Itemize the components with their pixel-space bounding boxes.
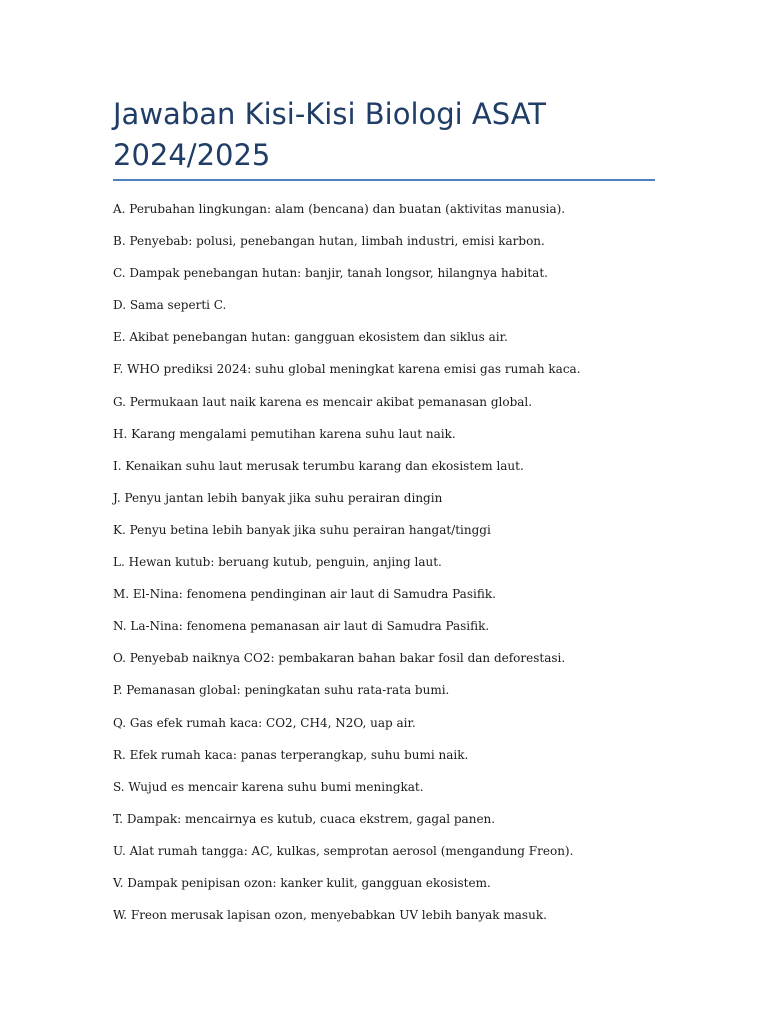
answer-item-j: J. Penyu jantan lebih banyak jika suhu perairan dingin bbox=[113, 490, 443, 505]
answer-list bbox=[113, 201, 673, 939]
answer-item-q: Q. Gas efek rumah kaca: CO2, CH4, N2O, uap air. bbox=[113, 715, 416, 730]
answer-item-l: L. Hewan kutub: beruang kutub, penguin, anjing laut. bbox=[113, 555, 442, 570]
answer-item-p: P. Pemanasan global: peningkatan suhu rata-rata bumi. bbox=[113, 683, 450, 698]
answer-item-v: V. Dampak penipisan ozon: kanker kulit, gangguan ekosistem. bbox=[113, 875, 491, 890]
answer-item-o: O. Penyebab naiknya CO2: pembakaran bahan bakar fosil dan deforestasi. bbox=[113, 651, 566, 666]
answer-item-a: A. Perubahan lingkungan: alam (bencana) dan buatan (aktivitas manusia). bbox=[113, 202, 566, 216]
answer-item-n: N. La-Nina: fenomena pemanasan air laut di Samudra Pasifik. bbox=[113, 619, 490, 634]
answer-item-h: H. Karang mengalami pemutihan karena suhu laut naik. bbox=[113, 426, 456, 441]
answer-item-k: K. Penyu betina lebih banyak jika suhu perairan hangat/tinggi bbox=[113, 522, 491, 537]
document-title bbox=[113, 94, 673, 176]
answer-item-i: I. Kenaikan suhu laut merusak terumbu karang dan ekosistem laut. bbox=[113, 458, 524, 473]
answer-item-s: S. Wujud es mencair karena suhu bumi meningkat. bbox=[113, 779, 424, 794]
answer-item-d: D. Sama seperti C. bbox=[113, 298, 227, 313]
answer-item-g: G. Permukaan laut naik karena es mencair akibat pemanasan global. bbox=[113, 394, 533, 409]
answer-item-c: C. Dampak penebangan hutan: banjir, tanah longsor, hilangnya habitat. bbox=[113, 266, 548, 281]
answer-item-b: B. Penyebab: polusi, penebangan hutan, limbah industri, emisi karbon. bbox=[113, 234, 545, 249]
answer-item-w: W. Freon merusak lapisan ozon, menyebabkan UV lebih banyak masuk. bbox=[113, 908, 547, 923]
answer-item-t: T. Dampak: mencairnya es kutub, cuaca ekstrem, gagal panen. bbox=[113, 811, 496, 826]
answer-item-u: U. Alat rumah tangga: AC, kulkas, semprotan aerosol (mengandung Freon). bbox=[113, 843, 574, 858]
answer-item-m: M. El-Nina: fenomena pendinginan air laut di Samudra Pasifik. bbox=[113, 587, 496, 602]
answer-item-e: E. Akibat penebangan hutan: gangguan ekosistem dan siklus air. bbox=[113, 330, 508, 345]
title-line-2: 2024/2025 bbox=[113, 138, 271, 172]
answer-item-f: F. WHO prediksi 2024: suhu global meningkat karena emisi gas rumah kaca. bbox=[113, 362, 581, 377]
title-underline-rule bbox=[113, 179, 655, 181]
answer-item-r: R. Efek rumah kaca: panas terperangkap, suhu bumi naik. bbox=[113, 747, 469, 762]
title-line-1: Jawaban Kisi-Kisi Biologi ASAT bbox=[113, 97, 547, 131]
